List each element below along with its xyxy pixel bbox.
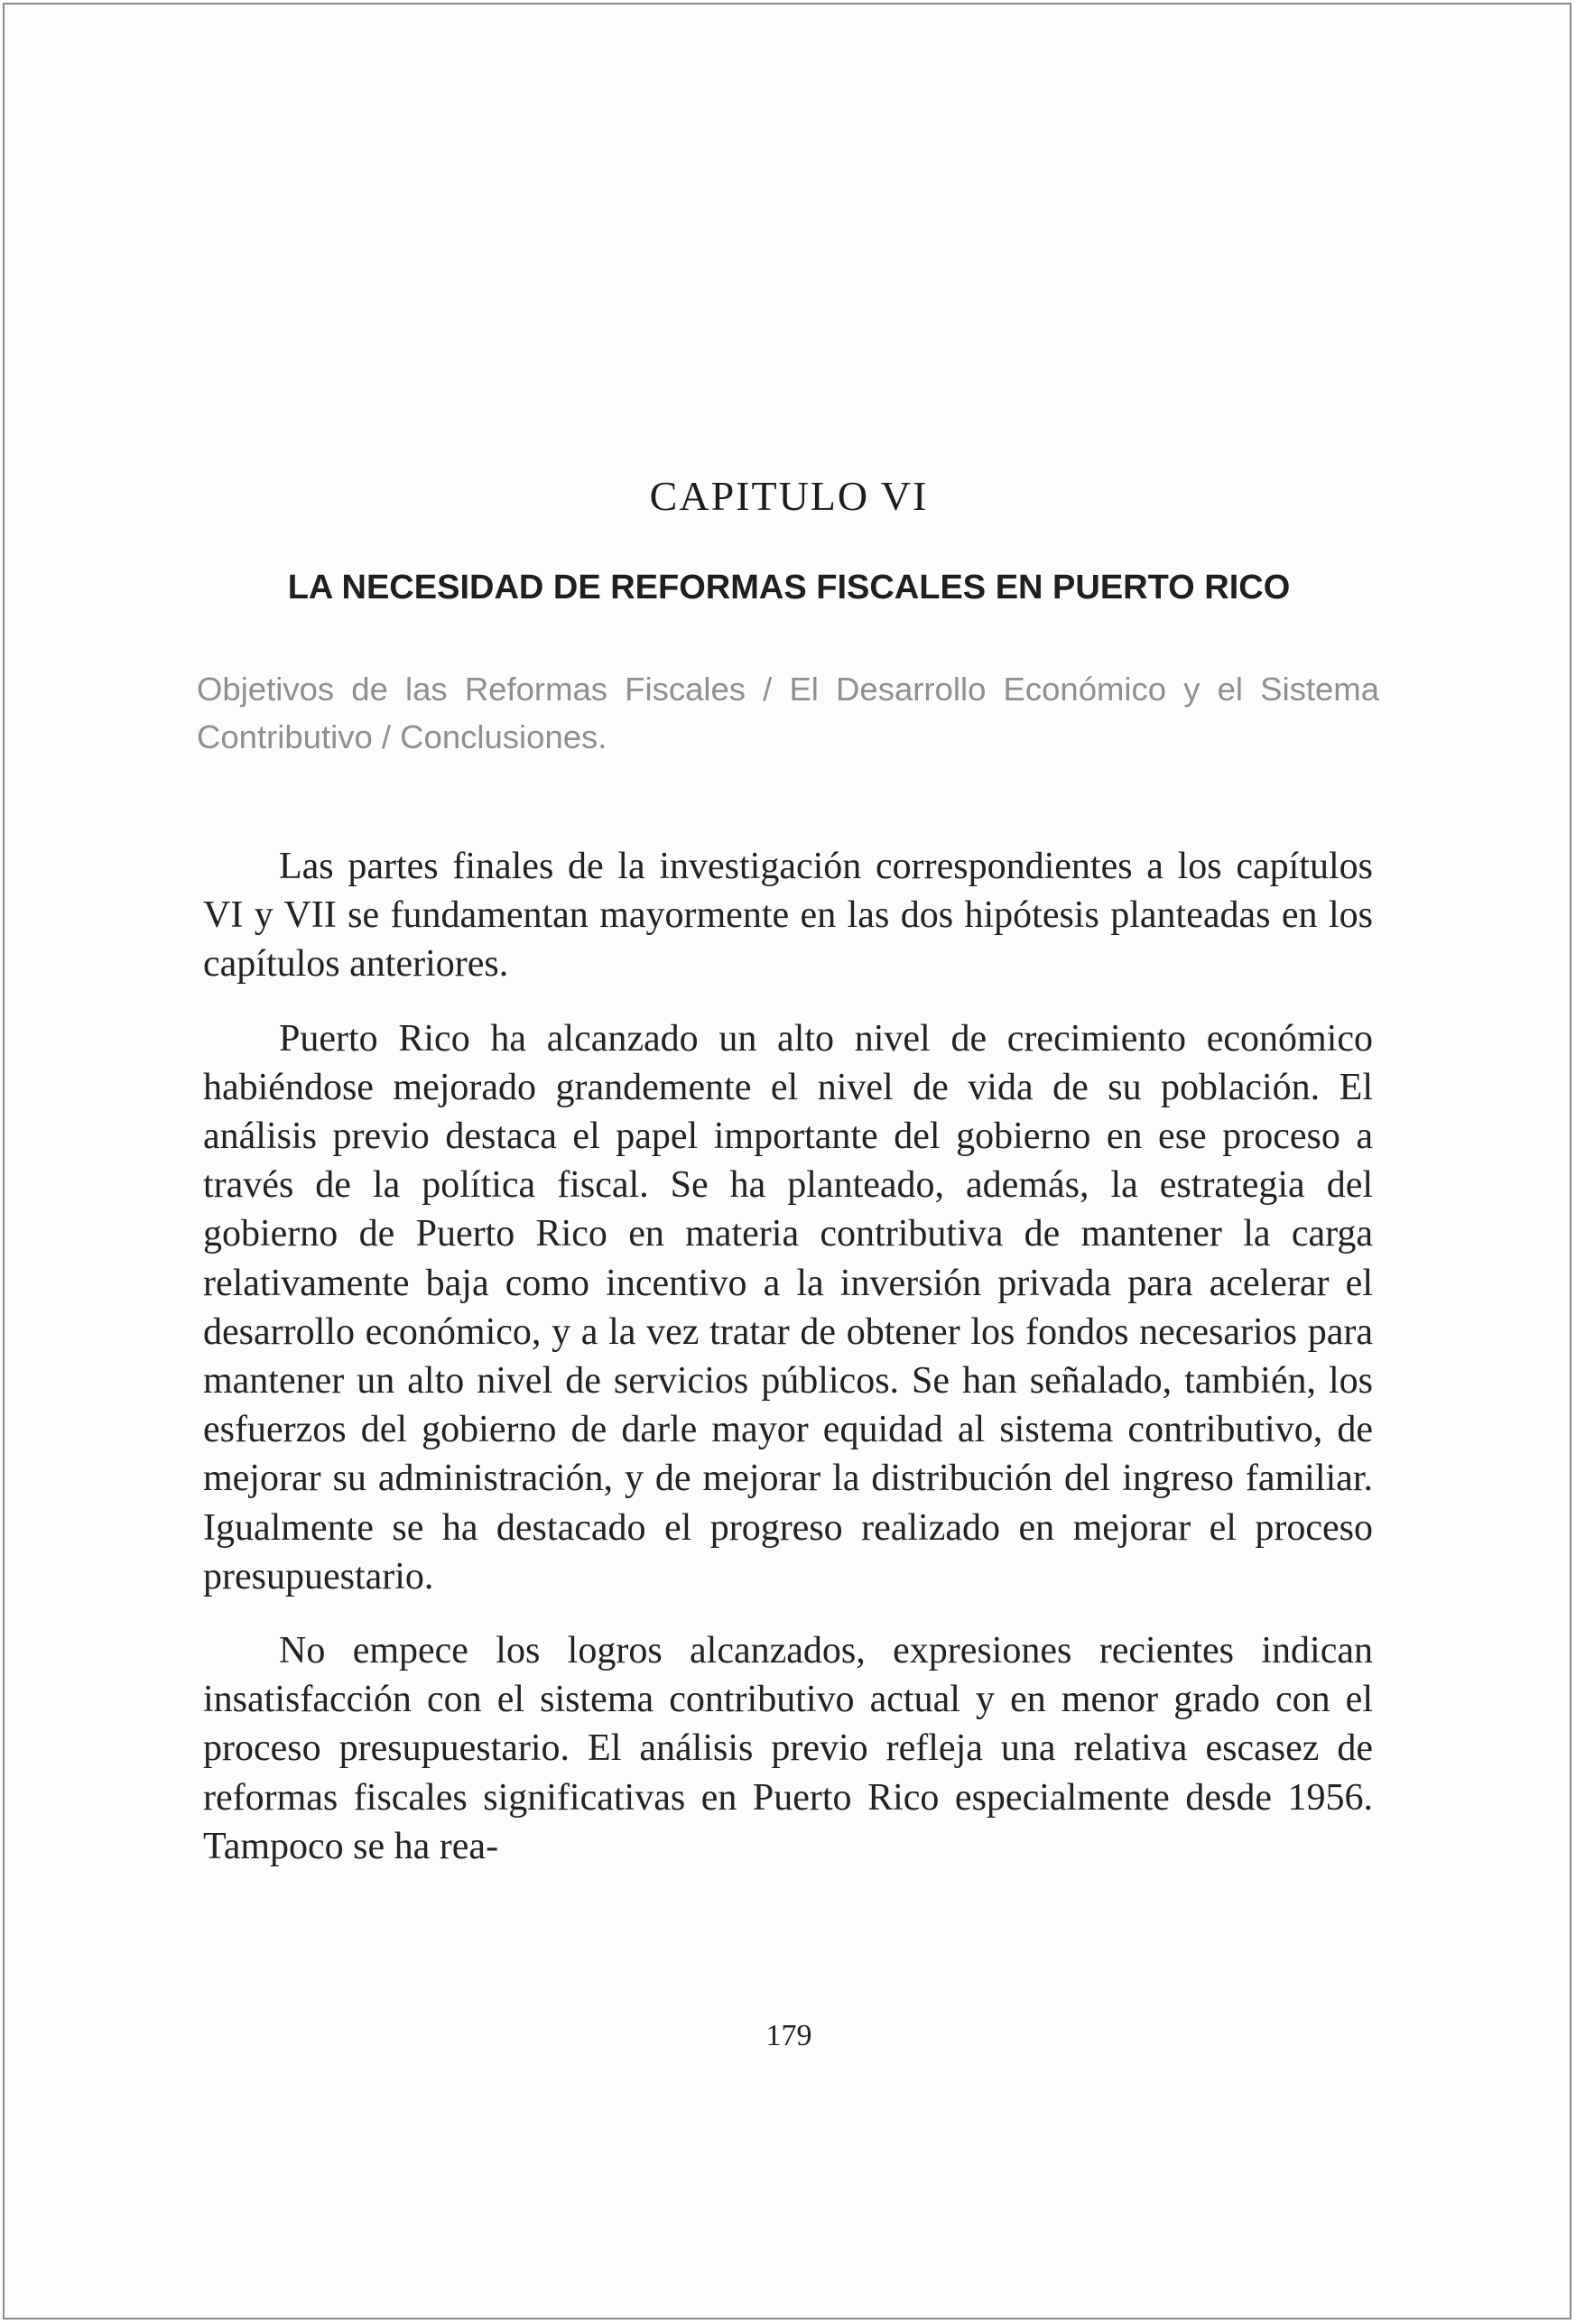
body-text [203,842,1373,1896]
paragraph-1: Las partes finales de la investigación correspondientes a los capítulos VI y VII se fundamentan mayormente en las dos hipótesis planteadas en los capítulos anteriores. [203,846,1373,986]
chapter-number: CAPITULO VI [649,473,929,519]
chapter-summary: Objetivos de las Reformas Fiscales / El Desarrollo Económico y el Sistema Contributivo / Conclusiones. [197,671,1379,755]
page-number: 179 [765,2019,812,2052]
paragraph-2: Puerto Rico ha alcanzado un alto nivel de crecimiento económico habiéndose mejorado grandemente el nivel de vida de su población. El análisis previo destaca el papel importante del gobierno en ese proceso a través de la política fiscal. Se ha planteado, además, la estrategia del gobierno de Puerto Rico en materia contributiva de mantener la carga relativamente baja como incentivo a la inversión privada para acelerar el desarrollo económico, y a la vez tratar de obtener los fondos necesarios para mantener un alto nivel de servicios públicos. Se han señalado, también, los esfuerzos del gobierno de darle mayor equidad al sistema contributivo, de mejorar su administración, y de mejorar la distribución del ingreso familiar. Igualmente se ha destacado el progreso realizado en mejorar el proceso presupuestario. [203,1017,1373,1597]
chapter-title: LA NECESIDAD DE REFORMAS FISCALES EN PUERTO RICO [287,569,1291,606]
book-page [3,3,1571,2319]
paragraph-3: No empece los logros alcanzados, expresiones recientes indican insatisfacción con el sistema contributivo actual y en menor grado con el proceso presupuestario. El análisis previo refleja una relativa escasez de reformas fiscales significativas en Puerto Rico especialmente desde 1956. Tampoco se ha rea- [203,1630,1373,1867]
